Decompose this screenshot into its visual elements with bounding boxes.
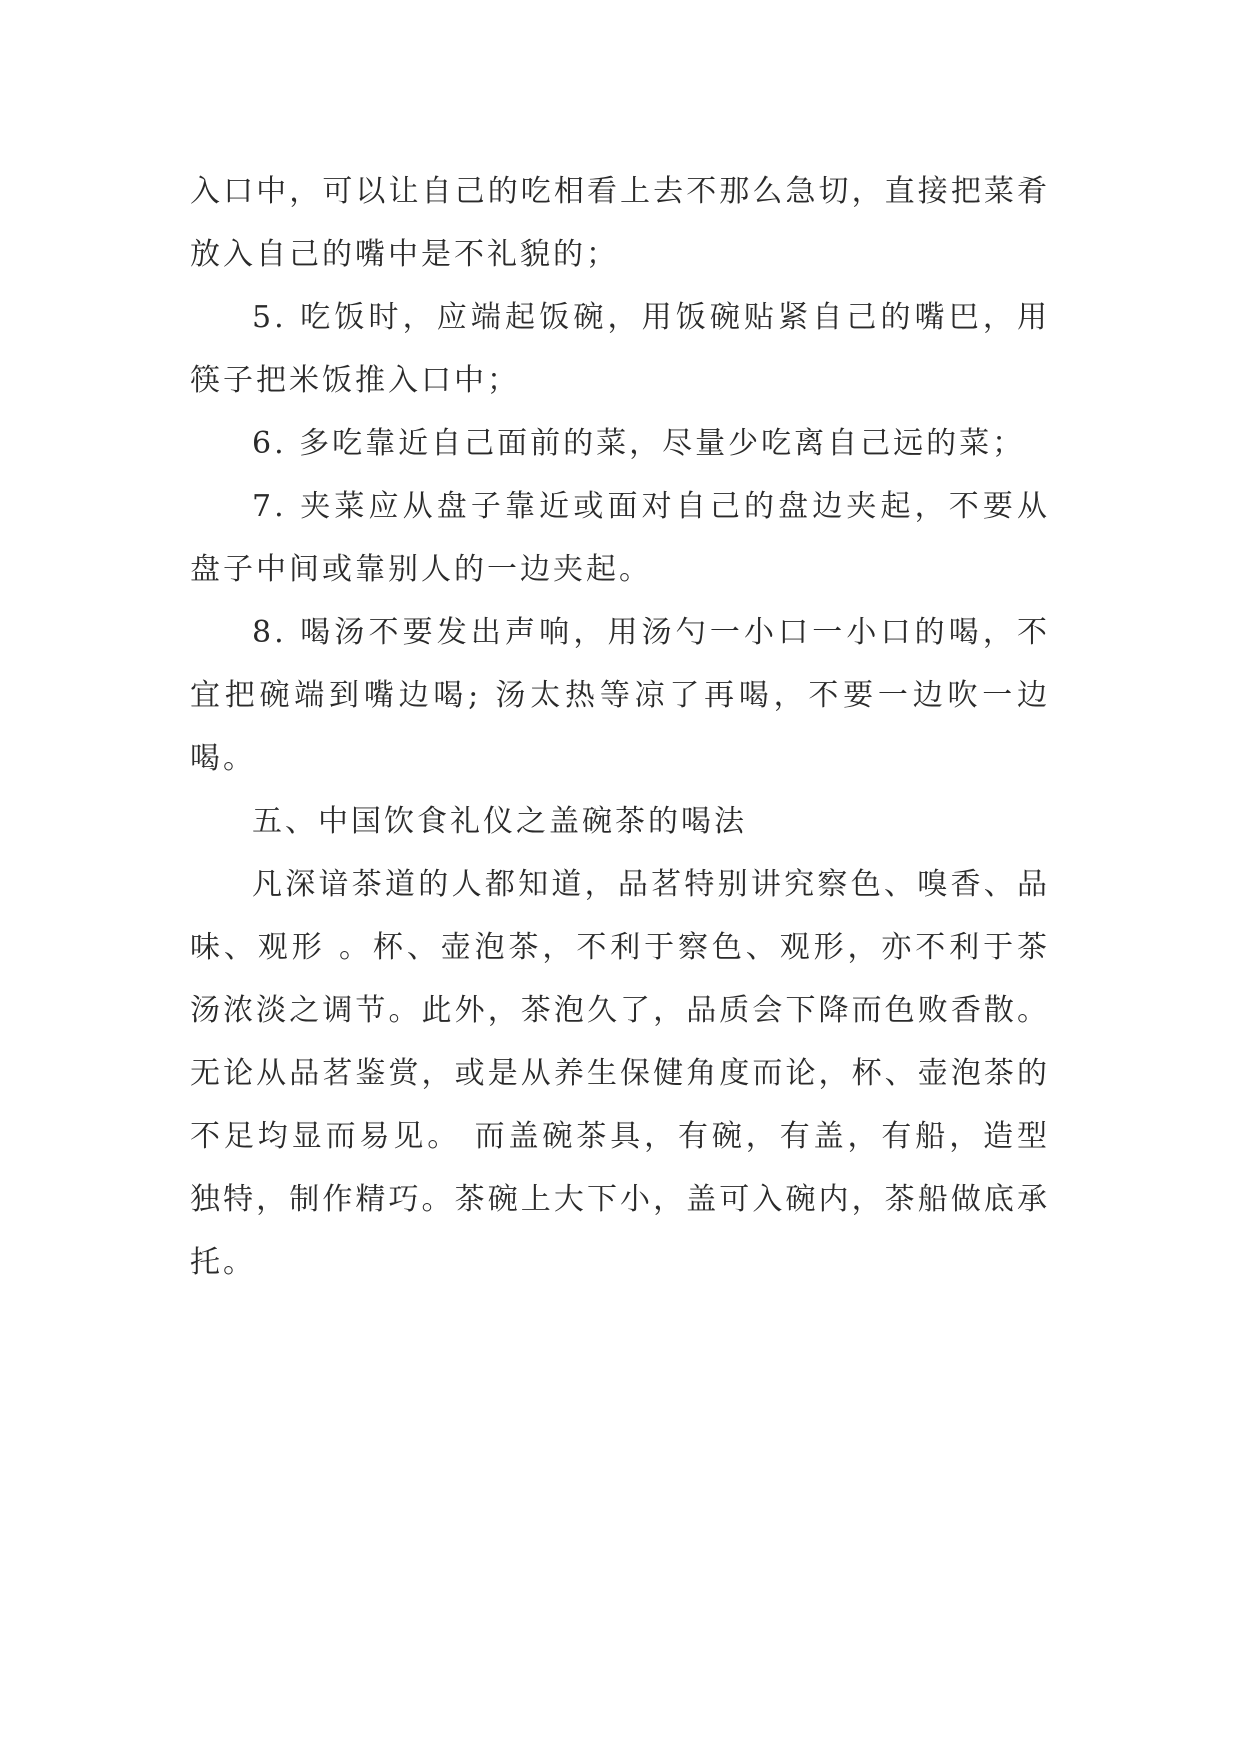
paragraph-item-6: 6. 多吃靠近自己面前的菜，尽量少吃离自己远的菜； — [252, 426, 1026, 461]
section-heading: 五、中国饮食礼仪之盖碗茶的喝法 — [252, 804, 747, 839]
paragraph-item-7: 7. 夹菜应从盘子靠近或面对自己的盘边夹起，不要从盘子中间或靠别人的一边夹起。 — [190, 489, 1050, 587]
paragraph-item-5: 5. 吃饭时，应端起饭碗，用饭碗贴紧自己的嘴巴，用筷子把米饭推入口中； — [190, 300, 1050, 398]
paragraph-item-8: 8. 喝汤不要发出声响，用汤勺一小口一小口的喝，不宜把碗端到嘴边喝; 汤太热等凉了再喝，不要一边吹一边喝。 — [190, 615, 1050, 776]
paragraph-continuation: 入口中，可以让自己的吃相看上去不那么急切，直接把菜肴放入自己的嘴中是不礼貌的； — [190, 174, 1050, 272]
paragraph-tea-description: 凡深谙茶道的人都知道，品茗特别讲究察色、嗅香、品味、观形 。杯、壶泡茶，不利于察色、观形，亦不利于茶汤浓淡之调节。此外，茶泡久了，品质会下降而色败香散。无论从品茗鉴赏，或是从养生保健角度而论，杯、壶泡茶的不足均显而易见。 而盖碗茶具，有碗，有盖，有船，造型独特，制作精巧。茶碗上大下小，盖可入碗内，茶船做底承托。 — [190, 867, 1050, 1280]
document-body — [190, 160, 1050, 1294]
